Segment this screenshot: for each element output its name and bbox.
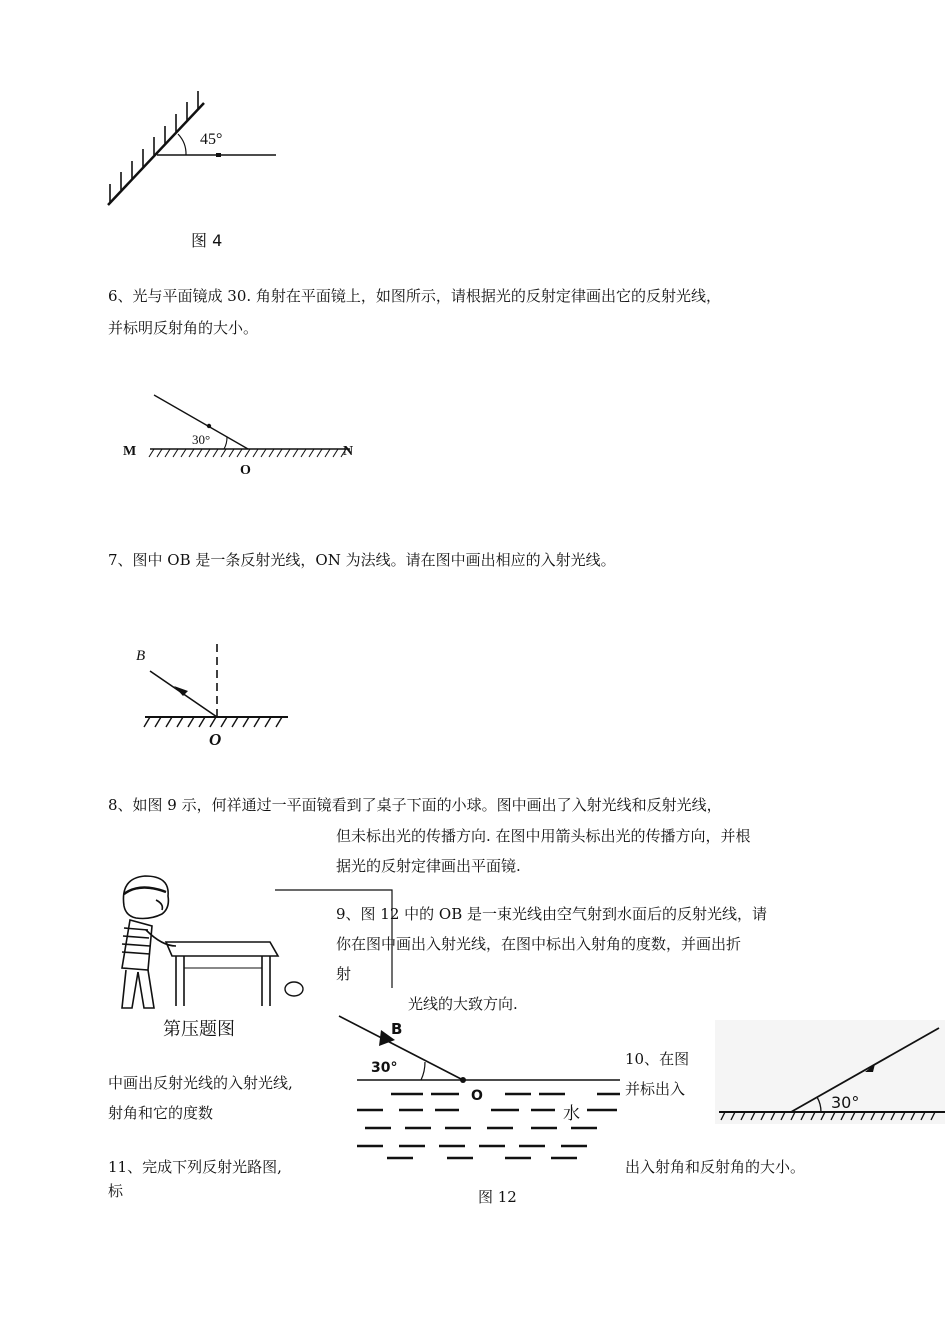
figure-4-caption: 图 4 xyxy=(191,231,223,250)
q6-diagram xyxy=(120,385,370,480)
q8-text-line-3: 据光的反射定律画出平面镜. xyxy=(336,857,521,875)
q10-text-line-3: 出入射角和反射角的大小。 xyxy=(625,1158,806,1176)
q7-diagram xyxy=(130,640,300,750)
q8-figure-boy-table xyxy=(100,868,320,1013)
figure-4-diagram xyxy=(100,95,290,215)
q11-text-line-1: 11、完成下列反射光路图, xyxy=(108,1158,282,1176)
q9-text-line-3: 射 xyxy=(336,965,352,983)
figure-12-label-o: O xyxy=(471,1088,483,1104)
q9-text-line-1: 9、图 12 中的 OB 是一束光线由空气射到水面后的反射光线，请 xyxy=(336,905,768,923)
q6-angle-label: 30° xyxy=(192,432,211,447)
figure-12-label-b: B xyxy=(391,1020,403,1038)
q8-text-line-2: 但未标出光的传播方向. 在图中用箭头标出光的传播方向，并根 xyxy=(336,827,751,845)
q10-diagram xyxy=(715,1020,945,1130)
q10-text-line-1: 10、在图 xyxy=(625,1050,690,1068)
q9-text-line-2: 你在图中画出入射光线，在图中标出入射角的度数，并画出折 xyxy=(336,935,742,953)
q9-text-line-4: 光线的大致方向. xyxy=(408,995,518,1013)
figure-4-angle-label: 45° xyxy=(200,131,223,148)
q11-left-text-line-2: 射角和它的度数 xyxy=(108,1104,214,1122)
q8-figure-caption: 第压题图 xyxy=(163,1019,235,1040)
q8-text-line-1: 8、如图 9 示，何祥通过一平面镜看到了桌子下面的小球。图中画出了入射光线和反射光线， xyxy=(108,796,722,814)
q6-label-o: O xyxy=(240,463,251,478)
figure-12-angle-label: 30° xyxy=(371,1060,398,1076)
q10-angle-label: 30° xyxy=(831,1093,860,1112)
q6-text-line-1: 6、光与平面镜成 30. 角射在平面镜上，如图所示，请根据光的反射定律画出它的反射光线， xyxy=(108,287,721,305)
figure-12-water-label: 水 xyxy=(563,1104,580,1124)
figure-12-diagram xyxy=(335,1010,625,1160)
q7-label-o: O xyxy=(209,730,222,749)
q6-text-line-2: 并标明反射角的大小。 xyxy=(108,319,259,337)
q11-left-text-line-1: 中画出反射光线的入射光线, xyxy=(108,1074,293,1092)
q11-text-line-2: 标 xyxy=(108,1182,124,1200)
figure-12-caption: 图 12 xyxy=(478,1188,517,1206)
q7-label-b: B xyxy=(136,648,146,664)
q6-label-m: M xyxy=(123,444,137,459)
q6-label-n: N xyxy=(343,444,354,459)
q7-text: 7、图中 OB 是一条反射光线，ON 为法线。请在图中画出相应的入射光线。 xyxy=(108,551,616,569)
q10-text-line-2: 并标出入 xyxy=(625,1080,686,1098)
